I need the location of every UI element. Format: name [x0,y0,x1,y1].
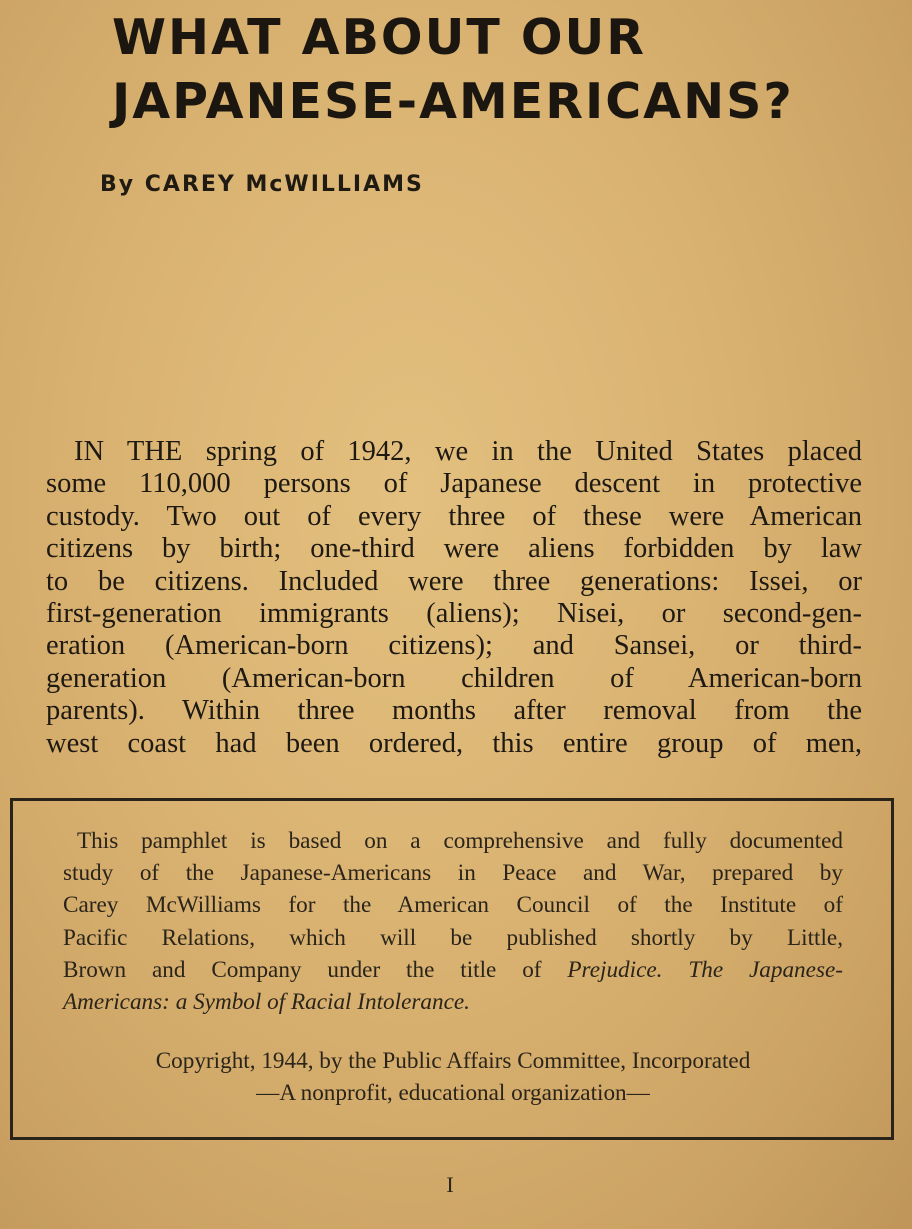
copyright-line-2: —A nonprofit, educational organization— [256,1080,650,1106]
page-title [112,6,872,134]
body-paragraph [46,436,862,760]
copyright-notice [63,1045,843,1109]
body-line: west coast had been ordered, this entire group of men, [46,727,862,759]
publication-note [63,825,843,1018]
page-number: I [446,1172,454,1197]
note-line: Pacific Relations, which will be published shortly by Little, [63,924,843,951]
note-line: study of the Japanese-Americans in Peace and War, prepared by [63,860,843,887]
copyright-line-1: Copyright, 1944, by the Public Affairs Committee, Incorporated [155,1048,751,1074]
author-byline: By CAREY McWILLIAMS [100,172,424,197]
body-line: some 110,000 persons of Japanese descent in protective [46,468,862,500]
body-line: generation (American-born children of American-born [46,662,862,694]
body-line: eration (American-born citizens); and Sansei, or third- [46,630,862,662]
body-line: first-generation immigrants (aliens); Nisei, or second-gen- [46,598,862,630]
note-line: Carey McWilliams for the American Council of the Institute of [63,892,843,919]
body-line: custody. Two out of every three of these were American [46,500,862,532]
body-line: IN THE spring of 1942, we in the United States placed [74,436,862,467]
publication-note-box [10,798,894,1140]
note-line: Brown and Company under the title of Prejudice. The Japanese- [63,956,843,983]
note-line: This pamphlet is based on a comprehensive and fully documented [77,828,843,854]
body-line: to be citizens. Included were three generations: Issei, or [46,565,862,597]
body-line: parents). Within three months after removal from the [46,695,862,727]
note-line: Americans: a Symbol of Racial Intolerance. [63,989,470,1016]
title-line-1: WHAT ABOUT OUR [112,9,647,66]
body-line: citizens by birth; one-third were aliens forbidden by law [46,533,862,565]
title-line-2: JAPANESE-AMERICANS? [112,73,794,130]
